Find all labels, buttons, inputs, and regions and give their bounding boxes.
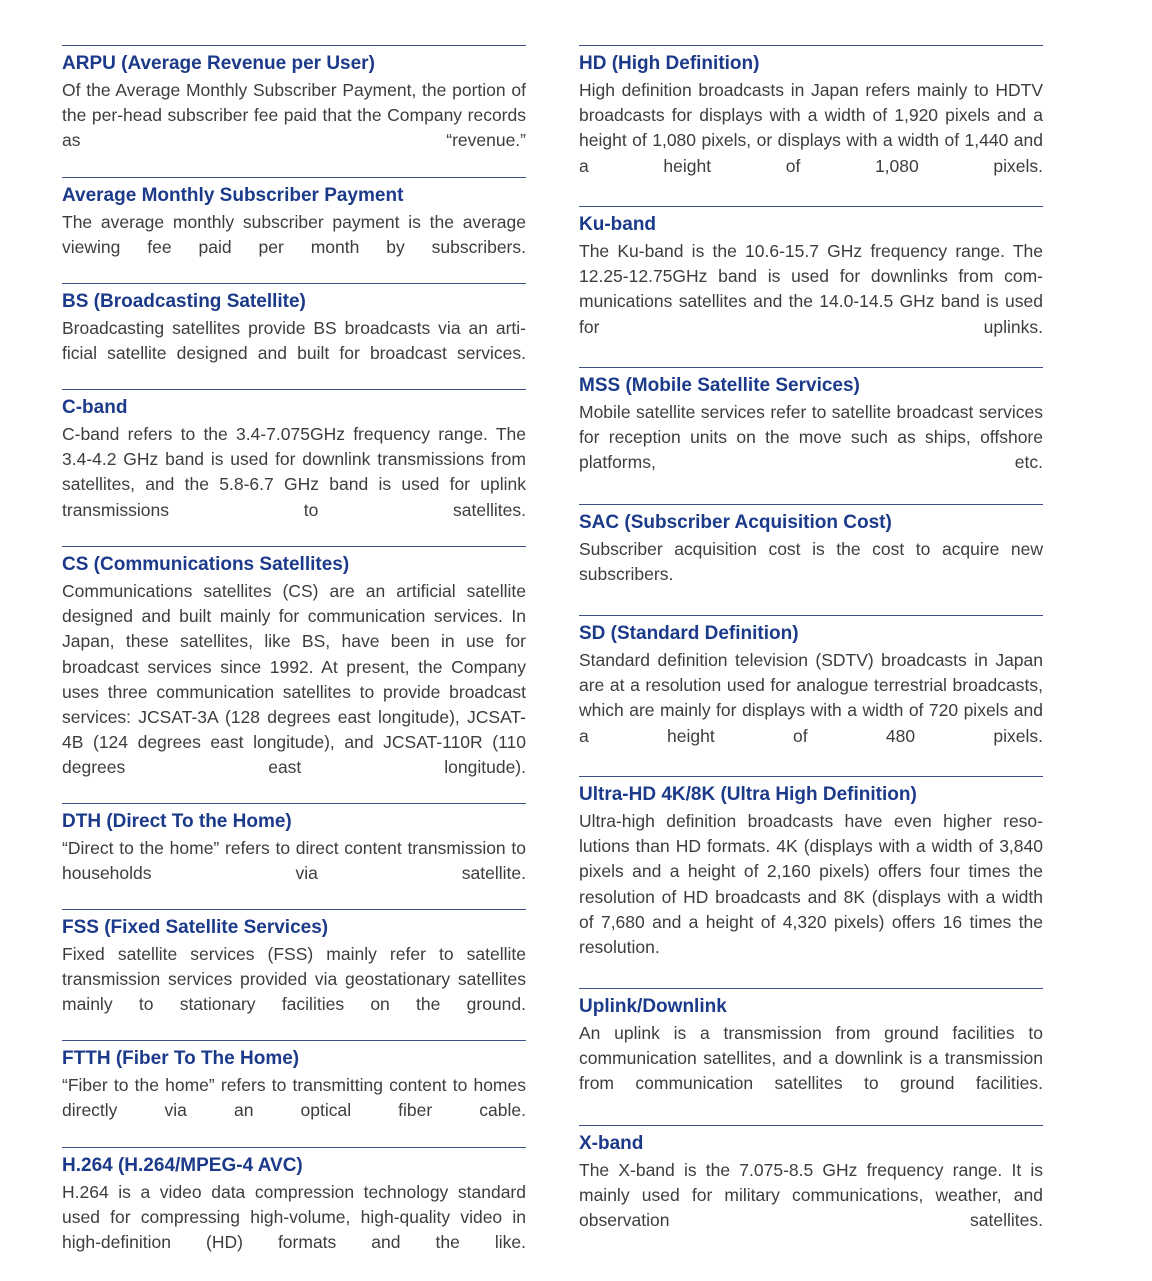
glossary-entry-h264 [62,1147,526,1263]
glossary-term: SD (Standard Definition) [579,623,799,644]
glossary-term: SAC (Subscriber Acquisition Cost) [579,512,892,533]
glossary-term: Ku-band [579,214,657,235]
glossary-entry-sac [579,504,1043,615]
glossary-entry-fss [62,909,526,1040]
glossary-term: BS (Broadcasting Satellite) [62,291,306,312]
glossary-entry-sd [579,615,1043,776]
glossary-entry-average-monthly-subscriber-payment [62,177,526,283]
glossary-definition: “Fiber to the home” refers to transmitting content to homes directly via an optical fiber cable. [62,1075,526,1121]
glossary-term: X-band [579,1133,644,1154]
glossary-term: C-band [62,397,128,418]
glossary-entry-bs [62,283,526,389]
glossary-definition: Subscriber acquisition cost is the cost to acquire new subscribers. [579,539,1043,585]
glossary-definition: The X-band is the 7.075-8.5 GHz frequency range. It is mainly used for military communications, weather, and observation satellites. [579,1160,1043,1231]
glossary-definition: Of the Average Monthly Subscriber Payment, the portion of the per-head subscriber fee paid that the Company records as “revenue.” [62,80,526,151]
glossary-definition: Mobile satellite services refer to satellite broadcast services for reception units on the move such as ships, offshore platforms, etc. [579,402,1043,473]
glossary-definition: Broadcasting satellites provide BS broadcasts via an artificial satellite designed and built for broadcast services. [62,318,526,364]
glossary-definition: H.264 is a video data compression technology standard used for compressing high-volume, high-quality video in high-definition (HD) formats and the like. [62,1182,526,1253]
glossary-term: DTH (Direct To the Home) [62,811,292,832]
glossary-column-left [62,45,526,1263]
glossary-entry-cs [62,546,526,803]
glossary-term: HD (High Definition) [579,53,760,74]
glossary-definition: C-band refers to the 3.4-7.075GHz frequency range. The 3.4-4.2 GHz band is used for downlink transmissions from satellites, and the 5.8-6.7 GHz band is used for uplink transmissions to satellites. [62,424,526,520]
glossary-term: ARPU (Average Revenue per User) [62,53,375,74]
glossary-entry-arpu [62,45,526,177]
glossary-term: Ultra-HD 4K/8K (Ultra High Definition) [579,784,917,805]
glossary-definition: Communications satellites (CS) are an artificial satellite designed and built mainly for communication services. In Japan, these satellites, like BS, have been in use for broadcast services since 1992. At present, the Company uses three communication satellites to provide broadcast services: JCSAT-3A (128 degrees east longitude), JCSAT-4B (124 degrees east longitude), and JCSAT-110R (110 degrees east longitude). [62,581,526,778]
glossary-definition: The Ku-band is the 10.6-15.7 GHz frequency range. The 12.25-12.75GHz band is used for downlinks from communications satellites and the 14.0-14.5 GHz band is used for uplinks. [579,241,1043,337]
glossary-definition: “Direct to the home” refers to direct content transmission to households via satellite. [62,838,526,884]
glossary-entry-mss [579,367,1043,504]
glossary-column-right [579,45,1043,1241]
glossary-entry-c-band [62,389,526,546]
glossary-term: MSS (Mobile Satellite Services) [579,375,860,396]
glossary-entry-uplink-downlink [579,988,1043,1125]
glossary-entry-hd [579,45,1043,206]
glossary-entry-ku-band [579,206,1043,367]
glossary-entry-ftth [62,1040,526,1147]
glossary-definition: Fixed satellite services (FSS) mainly refer to satellite transmission services provided via geostationary satellites mainly to stationary facilities on the ground. [62,944,526,1015]
glossary-definition: Standard definition television (SDTV) broadcasts in Japan are at a resolution used for analogue terrestrial broadcasts, which are mainly for displays with a width of 720 pixels and a height of 480 pixels. [579,650,1043,746]
glossary-term: FSS (Fixed Satellite Services) [62,917,329,938]
glossary-definition: The average monthly subscriber payment is the average viewing fee paid per month by subscribers. [62,212,526,258]
glossary-term: FTTH (Fiber To The Home) [62,1048,300,1069]
glossary-definition: An uplink is a transmission from ground facilities to communication satellites, and a downlink is a transmission from communication satellites to ground facilities. [579,1023,1043,1094]
glossary-entry-ultra-hd [579,776,1043,988]
glossary-entry-dth [62,803,526,909]
glossary-term: H.264 (H.264/MPEG-4 AVC) [62,1155,303,1176]
glossary-definition: High definition broadcasts in Japan refers mainly to HDTV broadcasts for displays with a width of 1,920 pixels and a height of 1,080 pixels, or displays with a width of 1,440 and a height of 1,080 pixels. [579,80,1043,176]
glossary-term: CS (Communications Satellites) [62,554,350,575]
glossary-entry-x-band [579,1125,1043,1241]
glossary-term: Average Monthly Subscriber Payment [62,185,404,206]
glossary-term: Uplink/Downlink [579,996,727,1017]
glossary-definition: Ultra-high definition broadcasts have even higher resolutions than HD formats. 4K (displays with a width of 3,840 pixels and a height of 2,160 pixels) offers four times the resolution of HD broadcasts and 8K (displays with a width of 7,680 and a height of 4,320 pixels) offers 16 times the resolution. [579,811,1043,958]
